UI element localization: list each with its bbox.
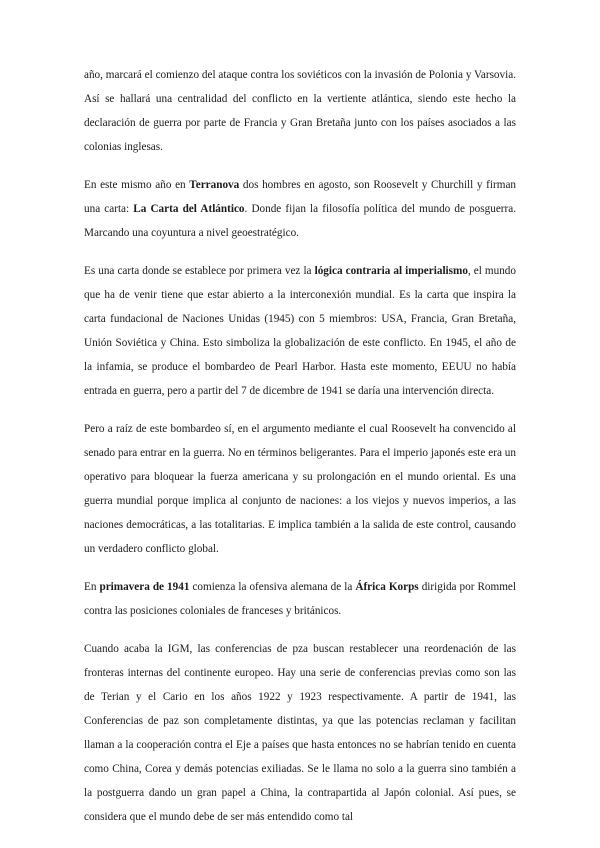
paragraph <box>84 417 516 561</box>
document-body <box>84 63 516 843</box>
paragraph <box>84 259 516 403</box>
text-run: . Donde fijan la filosofía política del mundo de posguerra. Marcando una coyuntura a nivel geoestratégico. <box>84 203 516 239</box>
bold-text: primavera de 1941 <box>99 581 190 593</box>
text-run: En <box>84 581 100 593</box>
text-run: Cuando acaba la IGM, las conferencias de pza buscan restablecer una reordenación de las fronteras internas del continente europeo. Hay una serie de conferencias previas como son las de Terian y el Cario en los años 1922 y 1923 respectivamente. A partir de 1941, las Conferencias de paz son completamente distintas, ya que las potencias reclaman y facilitan llaman a la cooperación contra el Eje a países que hasta entonces no se habrían tenido en cuenta como China, Corea y demás potencias exiliadas. Se le llama no solo a la guerra sino también a la postguerra dando un gran papel a China, la contrapartida al Japón colonial. Así pues, se considera que el mundo debe de ser más entendido como tal <box>84 643 516 823</box>
bold-text: lógica contraria al imperialismo <box>314 265 468 277</box>
paragraph <box>84 575 516 623</box>
text-run: comienza la ofensiva alemana de la <box>189 581 356 593</box>
text-run: año, marcará el comienzo del ataque contra los soviéticos con la invasión de Polonia y Varsovia. Así se hallará una centralidad del conflicto en la vertiente atlántica, siendo este hecho la declaración de guerra por parte de Francia y Gran Bretaña junto con los países asociados a las colonias inglesas. <box>84 69 516 153</box>
text-run: Pero a raíz de este bombardeo sí, en el argumento mediante el cual Roosevelt ha convencido al senado para entrar en la guerra. No en términos beligerantes. Para el imperio japonés este era un operativo para bloquear la fuerza americana y su prolongación en el mundo oriental. Es una guerra mundial porque implica al conjunto de naciones: a los viejos y nuevos imperios, a las naciones democráticas, a las totalitarias. E implica también a la salida de este control, causando un verdadero conflicto global. <box>84 423 516 555</box>
bold-text: África Korps <box>355 581 419 593</box>
text-run: dos hombres en agosto, son Roosevelt y Churchill y firman una carta: <box>84 179 517 215</box>
text-run: dirigida por Rommel contra las posiciones coloniales de franceses y británicos. <box>84 581 517 617</box>
text-run: Es una carta donde se establece por primera vez la <box>84 265 315 277</box>
text-run: En este mismo año en <box>84 179 190 191</box>
paragraph <box>84 63 516 159</box>
text-run: , el mundo que ha de venir tiene que estar abierto a la interconexión mundial. Es la carta que inspira la carta fundacional de Naciones Unidas (1945) con 5 miembros: USA, Francia, Gran Bretaña, Unión Soviética y China. Esto simboliza la globalización de este conflicto. En 1945, el año de la infamia, se produce el bombardeo de Pearl Harbor. Hasta este momento, EEUU no había entrada en guerra, pero a partir del 7 de dicembre de 1941 se daría una intervención directa. <box>84 265 516 397</box>
bold-text: Terranova <box>189 179 240 191</box>
paragraph <box>84 173 516 245</box>
bold-text: La Carta del Atlántico <box>133 203 245 215</box>
paragraph <box>84 637 516 829</box>
